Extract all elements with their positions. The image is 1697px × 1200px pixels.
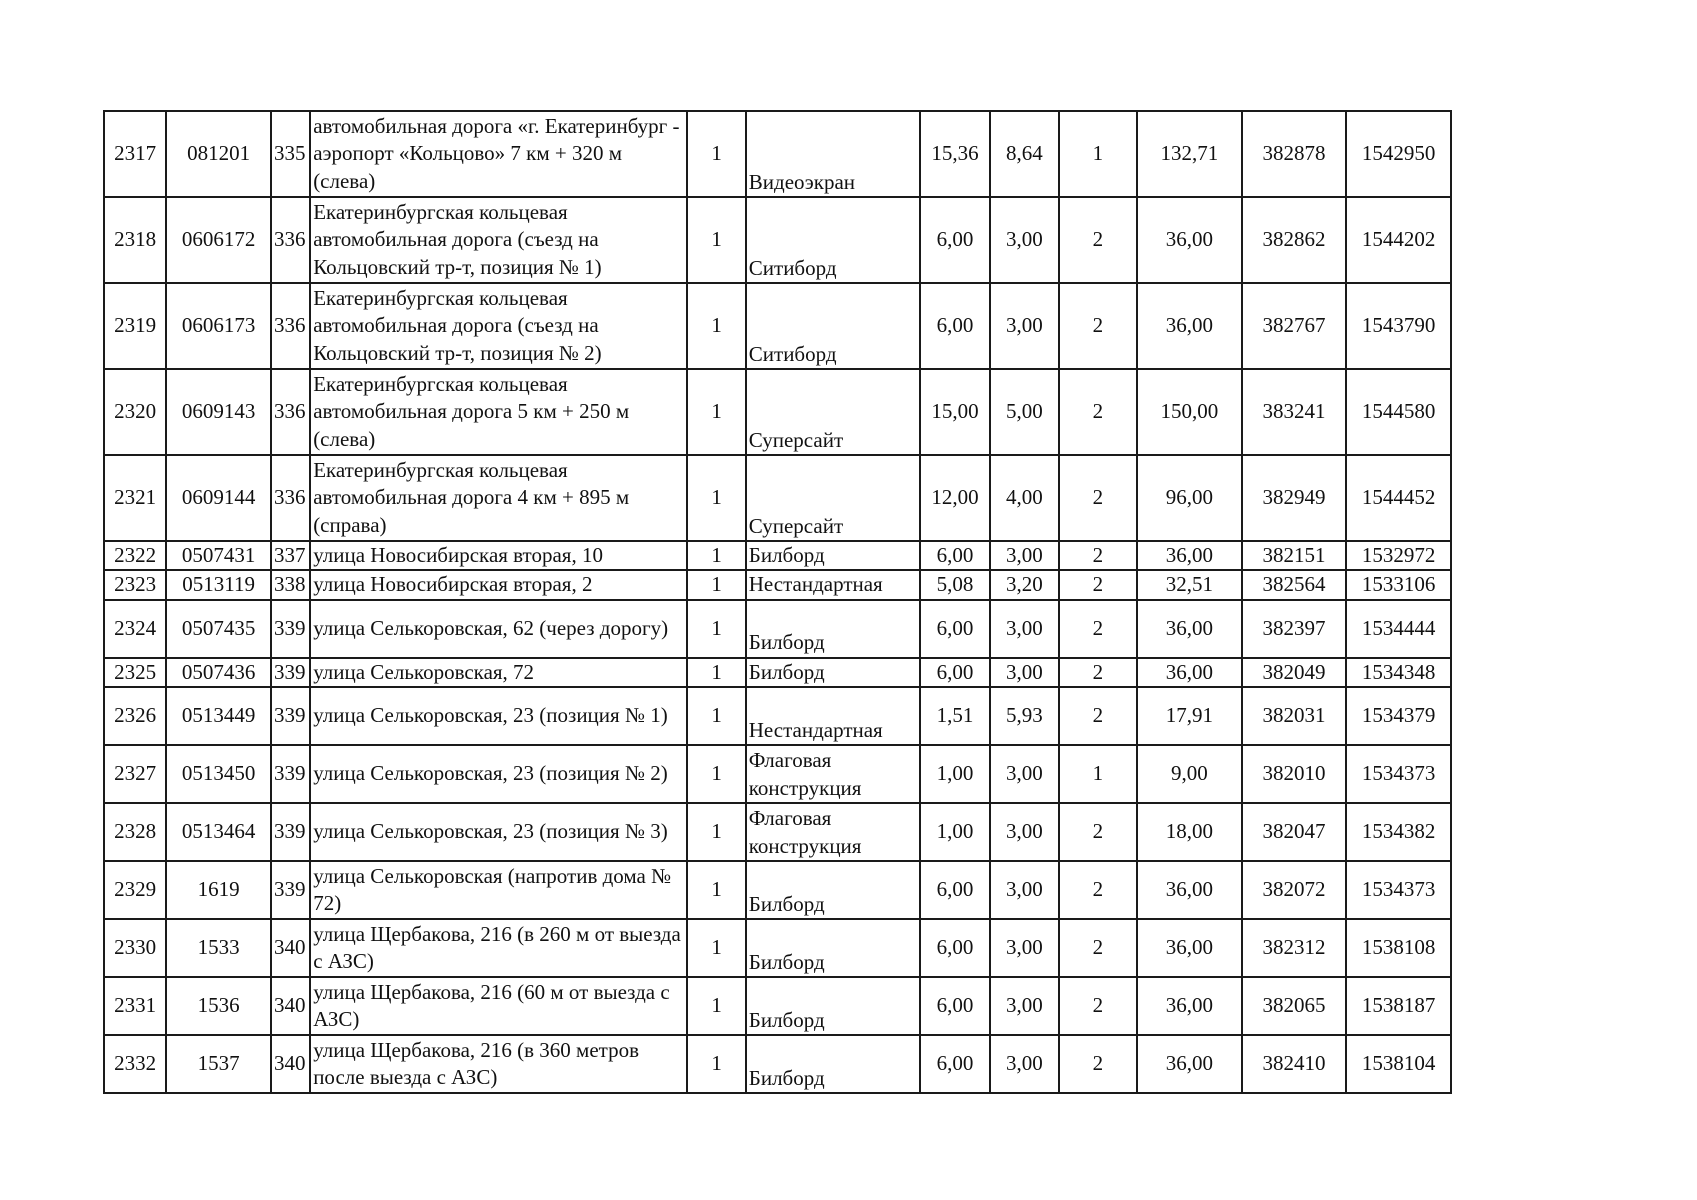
address-cell: улица Новосибирская вторая, 10 bbox=[310, 541, 687, 570]
width-cell: 6,00 bbox=[920, 197, 990, 283]
height-cell: 5,00 bbox=[990, 369, 1058, 455]
coordinate-x-cell: 382049 bbox=[1242, 658, 1347, 687]
sides-cell: 2 bbox=[1059, 600, 1137, 658]
height-cell: 3,00 bbox=[990, 861, 1058, 919]
coordinate-y-cell: 1543790 bbox=[1346, 283, 1451, 369]
address-cell: улица Селькоровская, 72 bbox=[310, 658, 687, 687]
coordinate-y-cell: 1538104 bbox=[1346, 1035, 1451, 1093]
coordinate-x-cell: 382072 bbox=[1242, 861, 1347, 919]
area-cell: 36,00 bbox=[1137, 861, 1242, 919]
area-cell: 32,51 bbox=[1137, 570, 1242, 599]
quantity-cell: 1 bbox=[687, 861, 745, 919]
construction-type-cell: Суперсайт bbox=[746, 455, 920, 541]
width-cell: 15,36 bbox=[920, 111, 990, 197]
table-row bbox=[104, 919, 1451, 977]
row-number-cell: 2319 bbox=[104, 283, 166, 369]
row-number-cell: 2328 bbox=[104, 803, 166, 861]
coordinate-x-cell: 382047 bbox=[1242, 803, 1347, 861]
construction-type-cell: Билборд bbox=[746, 977, 920, 1035]
area-cell: 150,00 bbox=[1137, 369, 1242, 455]
zone-number-cell: 336 bbox=[271, 455, 310, 541]
quantity-cell: 1 bbox=[687, 745, 745, 803]
coordinate-x-cell: 382031 bbox=[1242, 687, 1347, 745]
table-row bbox=[104, 803, 1451, 861]
sides-cell: 2 bbox=[1059, 658, 1137, 687]
quantity-cell: 1 bbox=[687, 600, 745, 658]
area-cell: 36,00 bbox=[1137, 919, 1242, 977]
table-row bbox=[104, 455, 1451, 541]
quantity-cell: 1 bbox=[687, 570, 745, 599]
row-number-cell: 2321 bbox=[104, 455, 166, 541]
coordinate-y-cell: 1532972 bbox=[1346, 541, 1451, 570]
quantity-cell: 1 bbox=[687, 369, 745, 455]
zone-number-cell: 339 bbox=[271, 861, 310, 919]
zone-number-cell: 339 bbox=[271, 803, 310, 861]
table-row bbox=[104, 600, 1451, 658]
construction-type-cell: Билборд bbox=[746, 861, 920, 919]
coordinate-y-cell: 1544580 bbox=[1346, 369, 1451, 455]
zone-number-cell: 340 bbox=[271, 977, 310, 1035]
sides-cell: 2 bbox=[1059, 919, 1137, 977]
area-cell: 36,00 bbox=[1137, 197, 1242, 283]
row-number-cell: 2324 bbox=[104, 600, 166, 658]
address-cell: Екатеринбургская кольцевая автомобильная дорога 4 км + 895 м (справа) bbox=[310, 455, 687, 541]
address-cell: улица Щербакова, 216 (в 360 метров после выезда с АЗС) bbox=[310, 1035, 687, 1093]
quantity-cell: 1 bbox=[687, 111, 745, 197]
row-number-cell: 2320 bbox=[104, 369, 166, 455]
coordinate-y-cell: 1533106 bbox=[1346, 570, 1451, 599]
quantity-cell: 1 bbox=[687, 803, 745, 861]
width-cell: 6,00 bbox=[920, 541, 990, 570]
address-cell: улица Щербакова, 216 (в 260 м от выезда с АЗС) bbox=[310, 919, 687, 977]
coordinate-y-cell: 1534373 bbox=[1346, 861, 1451, 919]
row-number-cell: 2317 bbox=[104, 111, 166, 197]
width-cell: 6,00 bbox=[920, 658, 990, 687]
width-cell: 6,00 bbox=[920, 600, 990, 658]
address-cell: улица Новосибирская вторая, 2 bbox=[310, 570, 687, 599]
zone-number-cell: 339 bbox=[271, 600, 310, 658]
area-cell: 36,00 bbox=[1137, 1035, 1242, 1093]
construction-type-cell: Нестандартная bbox=[746, 570, 920, 599]
width-cell: 6,00 bbox=[920, 919, 990, 977]
construction-type-cell: Ситиборд bbox=[746, 283, 920, 369]
width-cell: 6,00 bbox=[920, 861, 990, 919]
table-row bbox=[104, 369, 1451, 455]
zone-number-cell: 335 bbox=[271, 111, 310, 197]
coordinate-x-cell: 382949 bbox=[1242, 455, 1347, 541]
row-number-cell: 2332 bbox=[104, 1035, 166, 1093]
area-cell: 36,00 bbox=[1137, 283, 1242, 369]
address-cell: улица Селькоровская, 62 (через дорогу) bbox=[310, 600, 687, 658]
sides-cell: 1 bbox=[1059, 111, 1137, 197]
coordinate-x-cell: 382878 bbox=[1242, 111, 1347, 197]
quantity-cell: 1 bbox=[687, 919, 745, 977]
area-cell: 96,00 bbox=[1137, 455, 1242, 541]
area-cell: 36,00 bbox=[1137, 977, 1242, 1035]
construction-type-cell: Билборд bbox=[746, 919, 920, 977]
coordinate-y-cell: 1534379 bbox=[1346, 687, 1451, 745]
table-row bbox=[104, 111, 1451, 197]
width-cell: 6,00 bbox=[920, 283, 990, 369]
quantity-cell: 1 bbox=[687, 283, 745, 369]
address-cell: улица Селькоровская, 23 (позиция № 1) bbox=[310, 687, 687, 745]
area-cell: 36,00 bbox=[1137, 658, 1242, 687]
zone-number-cell: 340 bbox=[271, 919, 310, 977]
object-id-cell: 0507436 bbox=[166, 658, 271, 687]
height-cell: 8,64 bbox=[990, 111, 1058, 197]
sides-cell: 2 bbox=[1059, 283, 1137, 369]
zone-number-cell: 339 bbox=[271, 687, 310, 745]
sides-cell: 2 bbox=[1059, 977, 1137, 1035]
zone-number-cell: 339 bbox=[271, 745, 310, 803]
address-cell: улица Селькоровская, 23 (позиция № 3) bbox=[310, 803, 687, 861]
coordinate-x-cell: 382312 bbox=[1242, 919, 1347, 977]
coordinate-x-cell: 382010 bbox=[1242, 745, 1347, 803]
table-row bbox=[104, 541, 1451, 570]
table-row bbox=[104, 745, 1451, 803]
object-id-cell: 0513119 bbox=[166, 570, 271, 599]
object-id-cell: 0609143 bbox=[166, 369, 271, 455]
height-cell: 3,00 bbox=[990, 977, 1058, 1035]
row-number-cell: 2318 bbox=[104, 197, 166, 283]
sides-cell: 2 bbox=[1059, 369, 1137, 455]
address-cell: автомобильная дорога «г. Екатеринбург - аэропорт «Кольцово» 7 км + 320 м (слева) bbox=[310, 111, 687, 197]
coordinate-y-cell: 1538187 bbox=[1346, 977, 1451, 1035]
table-row bbox=[104, 283, 1451, 369]
object-id-cell: 1533 bbox=[166, 919, 271, 977]
width-cell: 6,00 bbox=[920, 977, 990, 1035]
quantity-cell: 1 bbox=[687, 1035, 745, 1093]
sides-cell: 2 bbox=[1059, 541, 1137, 570]
zone-number-cell: 339 bbox=[271, 658, 310, 687]
coordinate-x-cell: 382410 bbox=[1242, 1035, 1347, 1093]
height-cell: 3,20 bbox=[990, 570, 1058, 599]
sides-cell: 2 bbox=[1059, 803, 1137, 861]
table-body bbox=[104, 111, 1451, 1093]
table-row bbox=[104, 1035, 1451, 1093]
width-cell: 1,00 bbox=[920, 803, 990, 861]
construction-type-cell: Билборд bbox=[746, 541, 920, 570]
address-cell: Екатеринбургская кольцевая автомобильная дорога (съезд на Кольцовский тр-т, позиция № 2) bbox=[310, 283, 687, 369]
height-cell: 3,00 bbox=[990, 600, 1058, 658]
row-number-cell: 2327 bbox=[104, 745, 166, 803]
row-number-cell: 2326 bbox=[104, 687, 166, 745]
quantity-cell: 1 bbox=[687, 658, 745, 687]
object-id-cell: 1619 bbox=[166, 861, 271, 919]
object-id-cell: 081201 bbox=[166, 111, 271, 197]
quantity-cell: 1 bbox=[687, 687, 745, 745]
sides-cell: 2 bbox=[1059, 197, 1137, 283]
sides-cell: 2 bbox=[1059, 570, 1137, 599]
construction-type-cell: Флаговая конструкция bbox=[746, 745, 920, 803]
width-cell: 5,08 bbox=[920, 570, 990, 599]
width-cell: 1,51 bbox=[920, 687, 990, 745]
address-cell: Екатеринбургская кольцевая автомобильная дорога (съезд на Кольцовский тр-т, позиция № 1) bbox=[310, 197, 687, 283]
construction-type-cell: Билборд bbox=[746, 658, 920, 687]
coordinate-x-cell: 382065 bbox=[1242, 977, 1347, 1035]
coordinate-y-cell: 1534348 bbox=[1346, 658, 1451, 687]
table-row bbox=[104, 197, 1451, 283]
height-cell: 3,00 bbox=[990, 919, 1058, 977]
coordinate-y-cell: 1534373 bbox=[1346, 745, 1451, 803]
width-cell: 12,00 bbox=[920, 455, 990, 541]
coordinate-x-cell: 382767 bbox=[1242, 283, 1347, 369]
coordinate-x-cell: 382397 bbox=[1242, 600, 1347, 658]
zone-number-cell: 337 bbox=[271, 541, 310, 570]
object-id-cell: 1537 bbox=[166, 1035, 271, 1093]
height-cell: 3,00 bbox=[990, 197, 1058, 283]
area-cell: 36,00 bbox=[1137, 600, 1242, 658]
sides-cell: 2 bbox=[1059, 861, 1137, 919]
sides-cell: 1 bbox=[1059, 745, 1137, 803]
row-number-cell: 2325 bbox=[104, 658, 166, 687]
coordinate-x-cell: 383241 bbox=[1242, 369, 1347, 455]
construction-type-cell: Флаговая конструкция bbox=[746, 803, 920, 861]
object-id-cell: 0606172 bbox=[166, 197, 271, 283]
construction-type-cell: Билборд bbox=[746, 1035, 920, 1093]
table-row bbox=[104, 658, 1451, 687]
object-id-cell: 0507431 bbox=[166, 541, 271, 570]
height-cell: 5,93 bbox=[990, 687, 1058, 745]
object-id-cell: 0513464 bbox=[166, 803, 271, 861]
height-cell: 3,00 bbox=[990, 283, 1058, 369]
area-cell: 36,00 bbox=[1137, 541, 1242, 570]
coordinate-y-cell: 1534382 bbox=[1346, 803, 1451, 861]
coordinate-y-cell: 1544452 bbox=[1346, 455, 1451, 541]
width-cell: 6,00 bbox=[920, 1035, 990, 1093]
area-cell: 18,00 bbox=[1137, 803, 1242, 861]
quantity-cell: 1 bbox=[687, 541, 745, 570]
zone-number-cell: 336 bbox=[271, 197, 310, 283]
zone-number-cell: 336 bbox=[271, 369, 310, 455]
coordinate-y-cell: 1538108 bbox=[1346, 919, 1451, 977]
height-cell: 3,00 bbox=[990, 541, 1058, 570]
address-cell: улица Селькоровская, 23 (позиция № 2) bbox=[310, 745, 687, 803]
data-table bbox=[103, 110, 1452, 1094]
coordinate-y-cell: 1534444 bbox=[1346, 600, 1451, 658]
zone-number-cell: 340 bbox=[271, 1035, 310, 1093]
row-number-cell: 2323 bbox=[104, 570, 166, 599]
construction-type-cell: Нестандартная bbox=[746, 687, 920, 745]
height-cell: 3,00 bbox=[990, 803, 1058, 861]
quantity-cell: 1 bbox=[687, 197, 745, 283]
quantity-cell: 1 bbox=[687, 977, 745, 1035]
quantity-cell: 1 bbox=[687, 455, 745, 541]
sides-cell: 2 bbox=[1059, 455, 1137, 541]
address-cell: Екатеринбургская кольцевая автомобильная дорога 5 км + 250 м (слева) bbox=[310, 369, 687, 455]
object-id-cell: 0513449 bbox=[166, 687, 271, 745]
object-id-cell: 0507435 bbox=[166, 600, 271, 658]
width-cell: 15,00 bbox=[920, 369, 990, 455]
row-number-cell: 2322 bbox=[104, 541, 166, 570]
zone-number-cell: 336 bbox=[271, 283, 310, 369]
object-id-cell: 0606173 bbox=[166, 283, 271, 369]
address-cell: улица Щербакова, 216 (60 м от выезда с АЗС) bbox=[310, 977, 687, 1035]
coordinate-y-cell: 1542950 bbox=[1346, 111, 1451, 197]
construction-type-cell: Суперсайт bbox=[746, 369, 920, 455]
table-row bbox=[104, 977, 1451, 1035]
coordinate-x-cell: 382862 bbox=[1242, 197, 1347, 283]
table-row bbox=[104, 687, 1451, 745]
height-cell: 3,00 bbox=[990, 745, 1058, 803]
sides-cell: 2 bbox=[1059, 687, 1137, 745]
object-id-cell: 0513450 bbox=[166, 745, 271, 803]
object-id-cell: 0609144 bbox=[166, 455, 271, 541]
construction-type-cell: Видеоэкран bbox=[746, 111, 920, 197]
width-cell: 1,00 bbox=[920, 745, 990, 803]
height-cell: 3,00 bbox=[990, 658, 1058, 687]
construction-type-cell: Билборд bbox=[746, 600, 920, 658]
area-cell: 17,91 bbox=[1137, 687, 1242, 745]
table-row bbox=[104, 861, 1451, 919]
area-cell: 9,00 bbox=[1137, 745, 1242, 803]
address-cell: улица Селькоровская (напротив дома № 72) bbox=[310, 861, 687, 919]
area-cell: 132,71 bbox=[1137, 111, 1242, 197]
coordinate-y-cell: 1544202 bbox=[1346, 197, 1451, 283]
object-id-cell: 1536 bbox=[166, 977, 271, 1035]
row-number-cell: 2329 bbox=[104, 861, 166, 919]
row-number-cell: 2331 bbox=[104, 977, 166, 1035]
row-number-cell: 2330 bbox=[104, 919, 166, 977]
sides-cell: 2 bbox=[1059, 1035, 1137, 1093]
coordinate-x-cell: 382564 bbox=[1242, 570, 1347, 599]
table-row bbox=[104, 570, 1451, 599]
construction-type-cell: Ситиборд bbox=[746, 197, 920, 283]
height-cell: 3,00 bbox=[990, 1035, 1058, 1093]
zone-number-cell: 338 bbox=[271, 570, 310, 599]
height-cell: 4,00 bbox=[990, 455, 1058, 541]
coordinate-x-cell: 382151 bbox=[1242, 541, 1347, 570]
